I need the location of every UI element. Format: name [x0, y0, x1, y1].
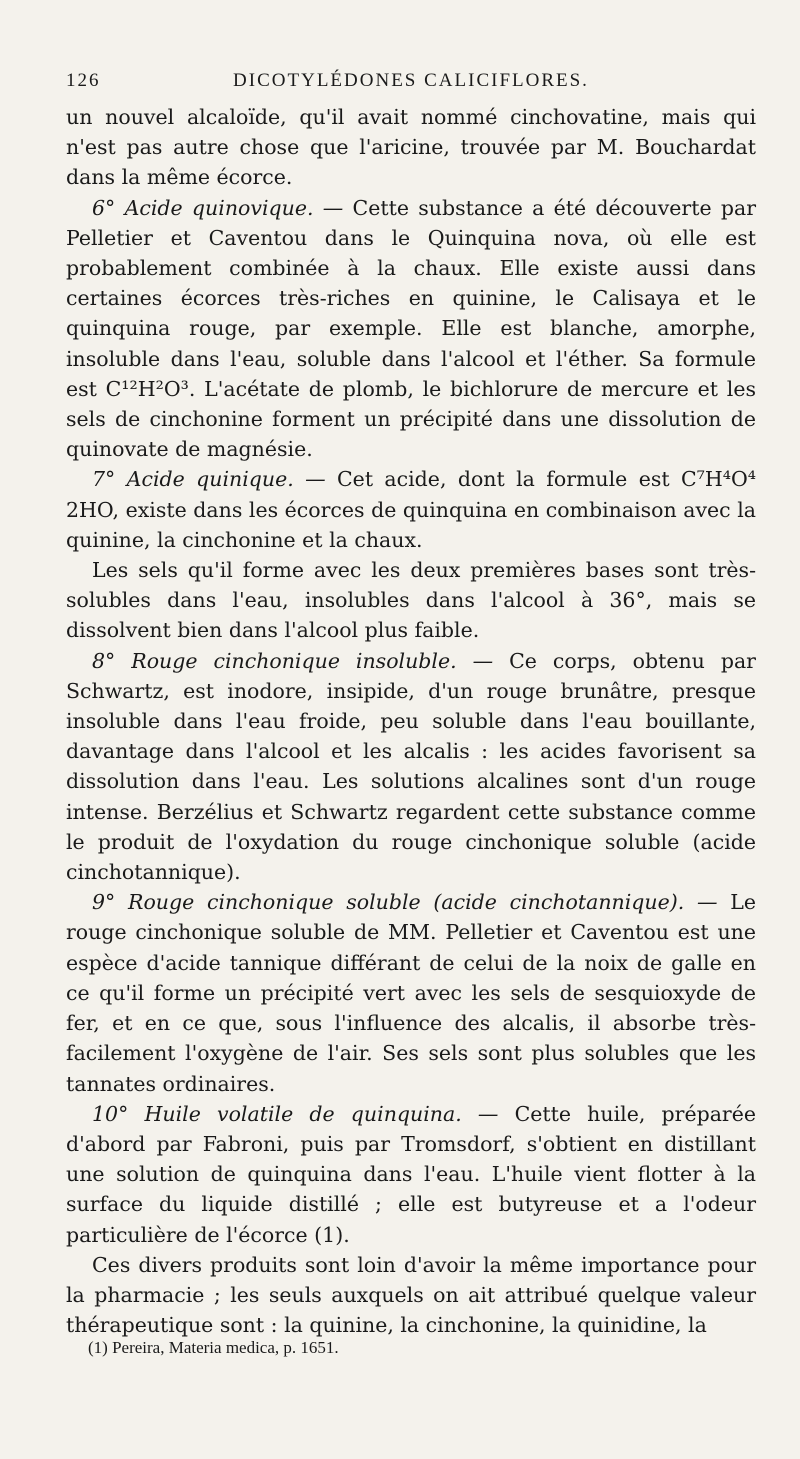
paragraph [66, 887, 756, 1098]
paragraph [66, 102, 756, 193]
running-title: DICOTYLÉDONES CALICIFLORES. [233, 70, 589, 91]
book-page [66, 70, 756, 1340]
body-text [66, 102, 756, 1340]
paragraph [66, 1099, 756, 1250]
paragraph-heading: 9° Rouge cinchonique soluble (acide cinchotannique). — [92, 890, 718, 915]
paragraph [66, 646, 756, 888]
footnote: (1) Pereira, Materia medica, p. 1651. [88, 1338, 339, 1357]
page-header [66, 70, 756, 102]
paragraph-heading: 6° Acide quinovique. — [92, 195, 344, 220]
paragraph [66, 555, 756, 646]
paragraph-text: Le rouge cinchonique soluble de MM. Pelletier et Caventou est une espèce d'acide tannique différant de celui de la noix de galle en ce qu'il forme un précipité vert avec les sels de sesquioxyde de fer, et en ce que, sous l'influence des alcalis, il absorbe très-facilement l'oxygène de l'air. Ses sels sont plus solubles que les tannates ordinaires. [66, 890, 756, 1096]
paragraph-text: Cet acide, dont la formule est C⁷H⁴O⁴ 2HO, existe dans les écorces de quinquina en combinaison avec la quinine, la cinchonine et la chaux. [66, 467, 756, 552]
paragraph-heading: 10° Huile volatile de quinquina. — [92, 1101, 499, 1126]
paragraph-text: Cette substance a été découverte par Pelletier et Caventou dans le Quinquina nova, où elle est probablement combinée à la chaux. Elle existe aussi dans certaines écorces très-riches en quinine, le Calisaya et le quinquina rouge, par exemple. Elle est blanche, amorphe, insoluble dans l'eau, soluble dans l'alcool et l'éther. Sa formule est C¹²H²O³. L'acétate de plomb, le bichlorure de mercure et les sels de cinchonine forment un précipité dans une dissolution de quinovate de magnésie. [66, 195, 756, 462]
paragraph-heading: 7° Acide quinique. — [92, 467, 326, 492]
paragraph-text: Les sels qu'il forme avec les deux premières bases sont très-solubles dans l'eau, insolubles dans l'alcool à 36°, mais se dissolvent bien dans l'alcool plus faible. [66, 558, 756, 643]
paragraph-text: Ce corps, obtenu par Schwartz, est inodore, insipide, d'un rouge brunâtre, presque insoluble dans l'eau froide, peu soluble dans l'eau bouillante, davantage dans l'alcool et les alcalis : les acides favorisent sa dissolution dans l'eau. Les solutions alcalines sont d'un rouge intense. Berzélius et Schwartz regardent cette substance comme le produit de l'oxydation du rouge cinchonique soluble (acide cinchotannique). [66, 648, 756, 885]
paragraph-text: un nouvel alcaloïde, qu'il avait nommé cinchovatine, mais qui n'est pas autre chose que l'aricine, trouvée par M. Bouchardat dans la même écorce. [66, 105, 756, 190]
paragraph [66, 193, 756, 465]
paragraph-text: Ces divers produits sont loin d'avoir la même importance pour la pharmacie ; les seuls auxquels on ait attribué quelque valeur thérapeutique sont : la quinine, la cinchonine, la quinidine, la [66, 1252, 756, 1338]
paragraph-text: Cette huile, préparée d'abord par Fabroni, puis par Tromsdorf, s'obtient en distillant une solution de quinquina dans l'eau. L'huile vient flotter à la surface du liquide distillé ; elle est butyreuse et a l'odeur particulière de l'écorce (1). [66, 1101, 756, 1247]
paragraph [66, 464, 756, 555]
paragraph [66, 1250, 756, 1341]
paragraph-heading: 8° Rouge cinchonique insoluble. — [92, 648, 494, 673]
page-number: 126 [66, 70, 101, 91]
